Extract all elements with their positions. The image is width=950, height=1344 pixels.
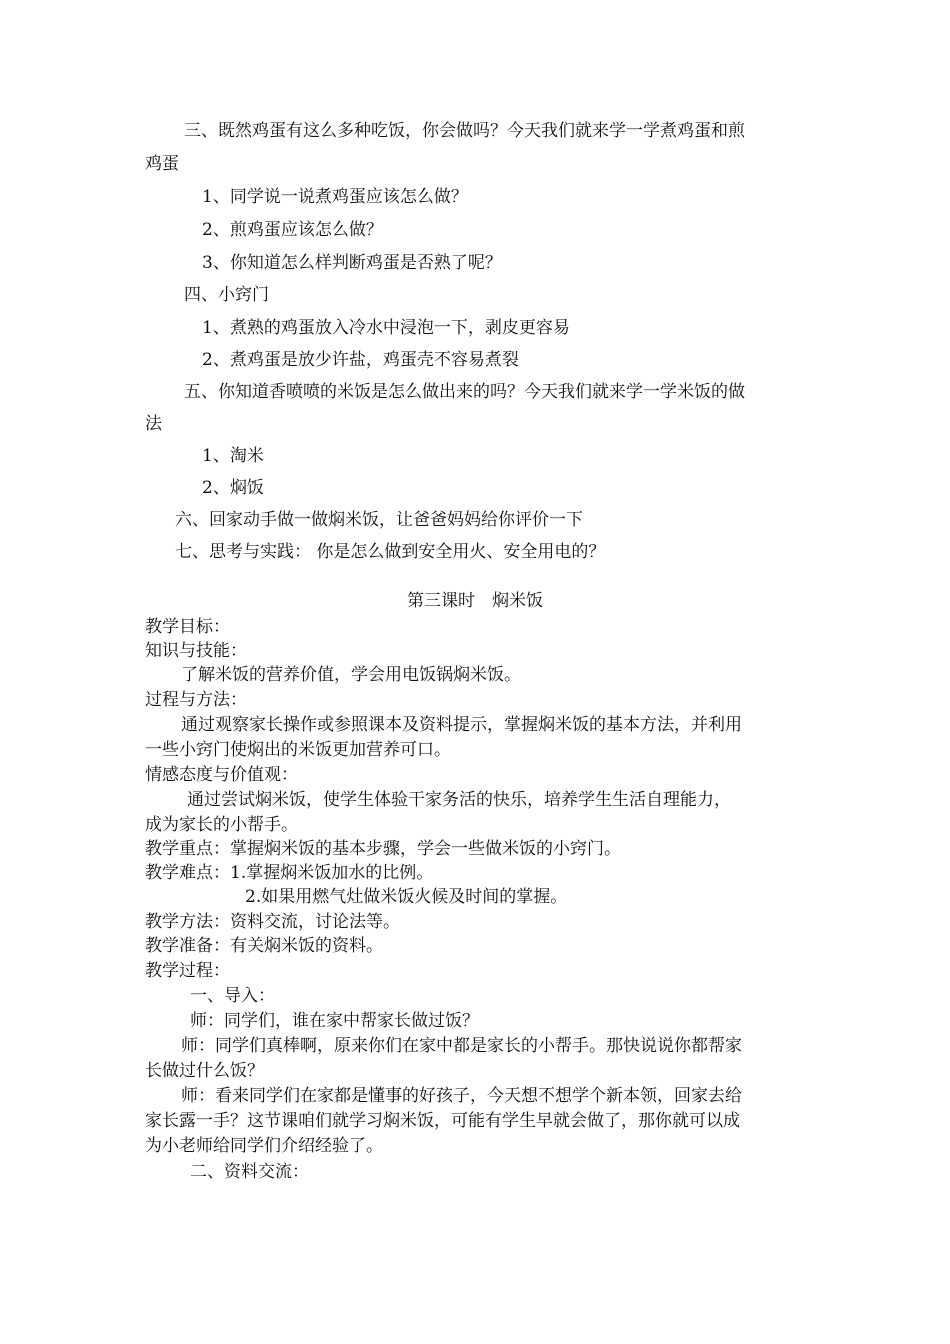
- process-heading: 教学过程：: [145, 961, 230, 981]
- teacher-line-3c: 为小老师给同学们介绍经验了。: [145, 1136, 383, 1156]
- lesson-title: 第三课时 焖米饭: [407, 591, 543, 611]
- knowledge-label: 知识与技能：: [145, 641, 247, 661]
- teaching-method: 教学方法：资料交流，讨论法等。: [145, 912, 400, 932]
- item-6: 六、回家动手做一做焖米饭，让爸爸妈妈给你评价一下: [175, 510, 583, 530]
- emotion-line-2: 成为家长的小帮手。: [145, 815, 298, 835]
- process-line-1: 通过观察家长操作或参照课本及资料提示，掌握焖米饭的基本方法，并利用: [181, 715, 742, 735]
- teacher-line-3b: 家长露一手？这节课咱们就学习焖米饭，可能有学生早就会做了，那你就可以成: [145, 1111, 740, 1131]
- item-3-line-2: 鸡蛋: [145, 154, 179, 174]
- emotion-label: 情感态度与价值观：: [145, 765, 298, 785]
- item-4-sub-1: 1、煮熟的鸡蛋放入冷水中浸泡一下，剥皮更容易: [202, 318, 570, 338]
- item-5-line-1: 五、你知道香喷喷的米饭是怎么做出来的吗？今天我们就来学一学米饭的做: [184, 382, 745, 402]
- item-5-sub-1: 1、淘米: [202, 446, 264, 466]
- process-line-2: 一些小窍门使焖出的米饭更加营养可口。: [145, 740, 451, 760]
- intro-heading: 一、导入：: [190, 986, 275, 1006]
- teacher-line-1: 师：同学们，谁在家中帮家长做过饭？: [190, 1011, 479, 1031]
- difficulty-line-1: 教学难点：1.掌握焖米饭加水的比例。: [145, 863, 434, 883]
- item-5-sub-2: 2、焖饭: [202, 478, 264, 498]
- item-3-line-1: 三、既然鸡蛋有这么多种吃饭，你会做吗？今天我们就来学一学煮鸡蛋和煎: [184, 121, 745, 141]
- item-3-sub-1: 1、同学说一说煮鸡蛋应该怎么做？: [202, 187, 468, 207]
- teacher-line-3a: 师：看来同学们在家都是懂事的好孩子，今天想不想学个新本领，回家去给: [181, 1086, 742, 1106]
- item-3-sub-3: 3、你知道怎么样判断鸡蛋是否熟了呢？: [202, 253, 502, 273]
- emotion-line-1: 通过尝试焖米饭，使学生体验干家务活的快乐，培养学生生活自理能力，: [187, 790, 731, 810]
- key-point: 教学重点：掌握焖米饭的基本步骤，学会一些做米饭的小窍门。: [145, 839, 621, 859]
- item-7: 七、思考与实践： 你是怎么做到安全用火、安全用电的？: [175, 542, 606, 562]
- goals-label: 教学目标：: [145, 617, 230, 637]
- difficulty-line-2: 2.如果用燃气灶做米饭火候及时间的掌握。: [245, 887, 568, 907]
- item-4-sub-2: 2、煮鸡蛋是放少许盐，鸡蛋壳不容易煮裂: [202, 350, 519, 370]
- teaching-prep: 教学准备：有关焖米饭的资料。: [145, 936, 383, 956]
- process-label: 过程与方法：: [145, 690, 247, 710]
- item-5-line-2: 法: [145, 414, 162, 434]
- item-4: 四、小窍门: [184, 285, 269, 305]
- knowledge-text: 了解米饭的营养价值，学会用电饭锅焖米饭。: [181, 665, 521, 685]
- teacher-line-2a: 师：同学们真棒啊，原来你们在家中都是家长的小帮手。那快说说你都帮家: [181, 1036, 742, 1056]
- item-3-sub-2: 2、煎鸡蛋应该怎么做？: [202, 220, 383, 240]
- teacher-line-2b: 长做过什么饭？: [145, 1061, 264, 1081]
- exchange-heading: 二、资料交流：: [190, 1162, 309, 1182]
